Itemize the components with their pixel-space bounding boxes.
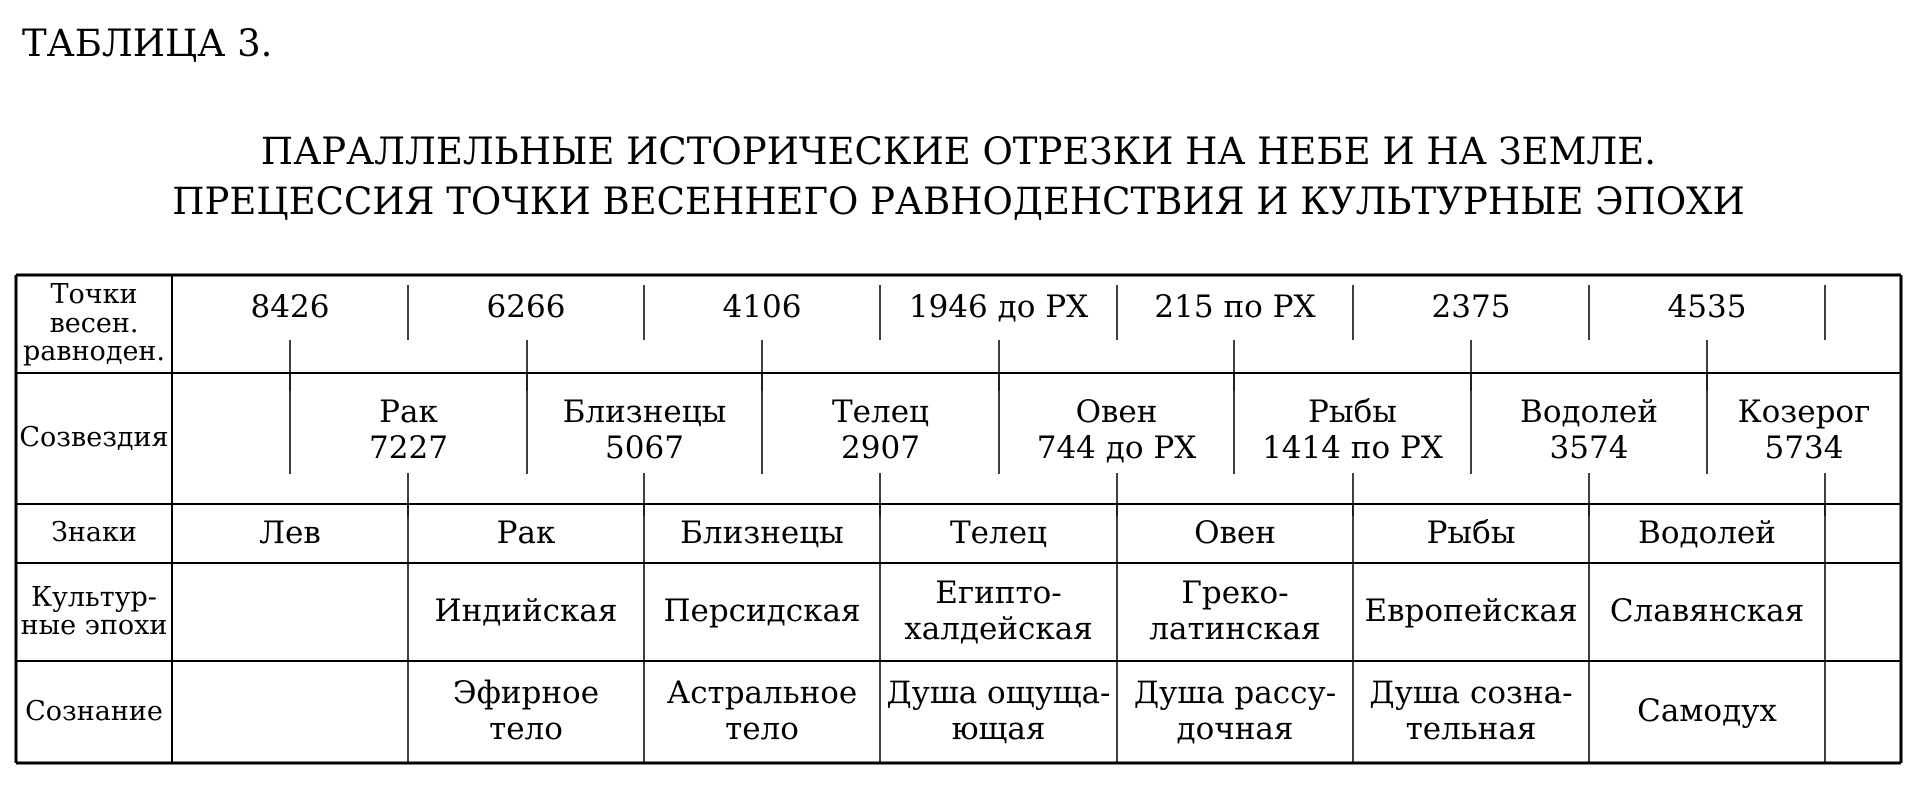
table-cell: 4106 [722, 288, 802, 325]
table-cell: Козерог 5734 [1737, 394, 1871, 466]
table-cell: Близнецы [680, 514, 844, 551]
table-cell: Рак 7227 [369, 394, 448, 466]
table-cell: Славянская [1609, 593, 1805, 630]
table-number: ТАБЛИЦА 3. [22, 22, 273, 65]
table-cell: Лев [259, 514, 321, 551]
row-label: Знаки [51, 517, 137, 549]
table-cell: 215 по РХ [1154, 288, 1316, 325]
table-cell: 6266 [486, 288, 566, 325]
table-cell: Европейская [1364, 593, 1578, 630]
table-cell: 1946 до РХ [908, 288, 1089, 325]
table-cell: Душа рассу- дочная [1133, 675, 1337, 747]
table-title-line-2: ПРЕЦЕССИЯ ТОЧКИ ВЕСЕННЕГО РАВНОДЕНСТВИЯ И КУЛЬТУРНЫЕ ЭПОХИ [172, 180, 1745, 223]
table-cell: Водолей 3574 [1520, 394, 1658, 466]
table-cell: Душа ощуща- ющая [886, 675, 1111, 747]
table-cell: Телец 2907 [832, 394, 929, 466]
table-cell: Душа созна- тельная [1369, 675, 1573, 747]
table-cell: Египто- халдейская [904, 575, 1093, 647]
row-label: Созвездия [19, 422, 169, 454]
table-cell: 8426 [250, 288, 330, 325]
table-cell: Греко- латинская [1149, 575, 1321, 647]
row-label: Сознание [25, 695, 163, 727]
table-cell: Рыбы [1426, 514, 1516, 551]
table-cell: Персидская [663, 593, 861, 630]
row-label: Культур- ные эпохи [20, 581, 168, 641]
table-title-line-1: ПАРАЛЛЕЛЬНЫЕ ИСТОРИЧЕСКИЕ ОТРЕЗКИ НА НЕБЕ И НА ЗЕМЛЕ. [260, 130, 1657, 173]
table-cell: Овен 744 до РХ [1036, 394, 1197, 466]
table-cell: Овен [1194, 514, 1276, 551]
table-cell: 4535 [1667, 288, 1747, 325]
table-cell: Близнецы 5067 [562, 394, 727, 466]
table-cell: Индийская [434, 593, 618, 630]
row-label: Точки весен. равноден. [22, 279, 165, 368]
table-cell: Самодух [1637, 693, 1777, 730]
table-cell: Рак [496, 514, 556, 551]
table-cell: Водолей [1638, 514, 1776, 551]
table-cell: Астральное тело [666, 675, 858, 747]
table-cell: Телец [950, 514, 1047, 551]
table-cell: Рыбы 1414 по РХ [1262, 394, 1443, 466]
table-cell: Эфирное тело [452, 675, 600, 747]
table-cell: 2375 [1431, 288, 1511, 325]
